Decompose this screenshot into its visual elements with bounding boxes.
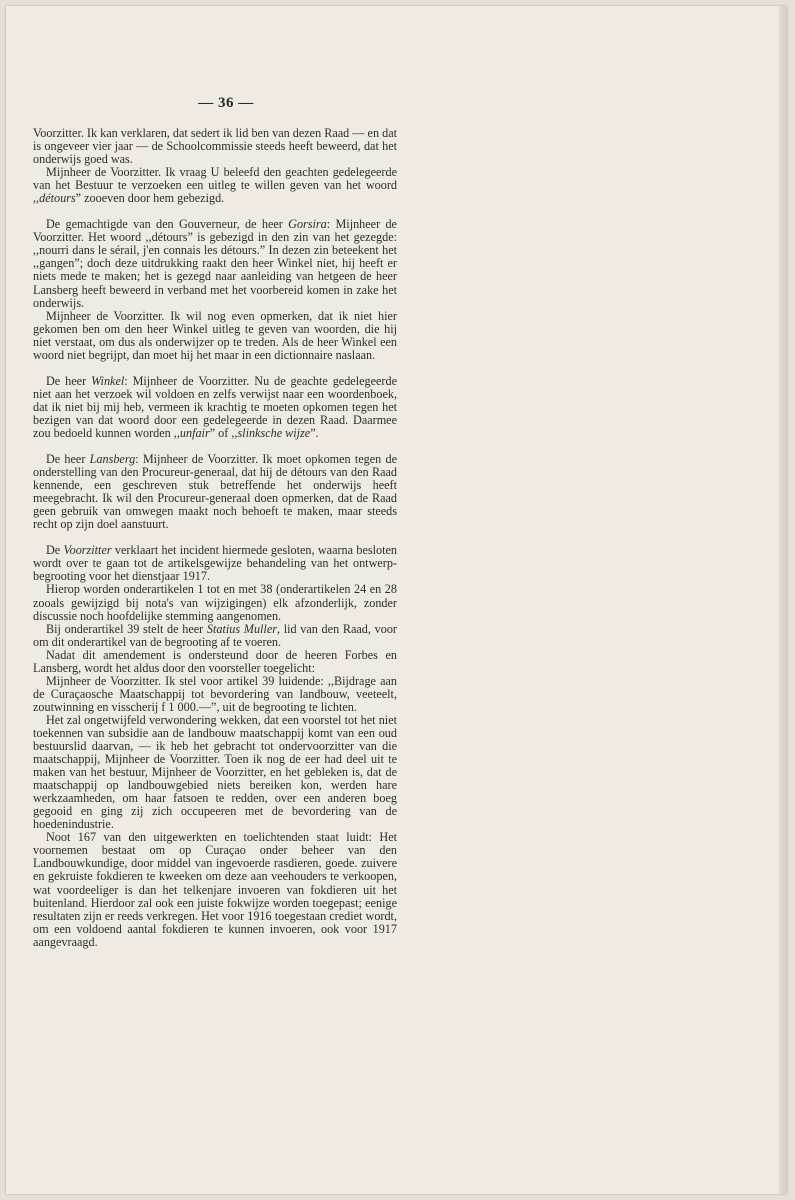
page-number: — 36 — <box>198 95 254 111</box>
italic-name: Winkel <box>91 373 125 388</box>
text-run: Mijnheer de Voorzitter. Ik wil nog even opmerken, dat ik niet hier gekomen ben om den heer Winkel uitleg te geven van woorden, die hij niet verstaat, om dus als onderwijzer op te treden. Als de heer Winkel een woord niet begrijpt, dan moet hij het maar in een dictionnaire naslaan. <box>33 308 397 362</box>
text-run: verklaart het incident hiermede gesloten, waarna besloten wordt over te gaan tot de artikelsgewijze behandeling van het ontwerp-begrooting voor het dienstjaar 1917. <box>33 543 397 584</box>
text-run: Mijnheer de Voorzitter. Ik vraag U beleefd den geachten gedelegeerde van het Bestuur te verzoeken een uitleg te willen geven van het woord ,, <box>33 165 397 206</box>
italic-name: unfair <box>179 425 210 440</box>
document-page <box>6 6 787 1194</box>
text-run: Nadat dit amendement is ondersteund door de heeren Forbes en Lansberg, wordt het aldus door den voorsteller toegelicht: <box>33 647 397 675</box>
text-run: De gemachtigde van den Gouverneur, de heer <box>46 217 289 232</box>
text-run: Het zal ongetwijfeld verwondering wekken, dat een voorstel tot het niet toekennen van subsidie aan de landbouw maatschappij komt van een oud bestuurslid daarvan, — ik heb het gebracht tot ondervoorzitter van die maatschappij, Mijnheer de Voorzitter. Toen ik nog de eer had deel uit te maken van het bestuur, Mijnheer de Voorzitter, en het gebleken is, dat de maatschappij op landbouwgebied niets bereiken kon, werden hare werkzaamheden, om haar fatsoen te redden, over een anderen boeg gegooid en ging zij zich occupeeren met de bevordering van de hoedenindustrie. <box>33 712 397 832</box>
paragraph-p3 <box>33 218 397 309</box>
paragraph-p10 <box>33 649 397 675</box>
text-run: ” of ,, <box>209 425 238 440</box>
text-run: ”. <box>310 425 319 440</box>
text-run: : Mijnheer de Voorzitter. Nu de geachte gedelegeerde niet aan het verzoek wil voldoen en zelfs verwijst naar een woordenboek, dat ik niet bij mij heb, vermeen ik krachtig te moeten opkomen tegen het bezigen van dat woord door een gedelegeerde in dezen Raad. Daarmee zou bedoeld kunnen worden ,, <box>33 373 397 440</box>
italic-name: détours <box>39 191 76 206</box>
paragraph-p4 <box>33 310 397 362</box>
paragraph-p8 <box>33 583 397 622</box>
paragraph-p2 <box>33 166 397 205</box>
italic-name: Gorsira <box>288 217 327 232</box>
text-run: : Mijnheer de Voorzitter. Het woord ,,détours” is gebezigd in den zin van het gezegde: ,,nourri dans le sérail, j'en connais les détours.” In dezen zin beteekent het ,,gangen”; doch deze uitdrukking raakt den heer Winkel niet, hij heeft er niets mede te maken; het is gezegd naar aanleiding van hetgeen de heer Lansberg heeft beweerd in verband met het voorbereid komen in zake het onderwijs. <box>33 217 397 310</box>
text-run: De heer <box>46 452 90 467</box>
page-edge-shadow <box>779 6 787 1194</box>
italic-name: slinksche wijze <box>237 425 311 440</box>
text-run: Hierop worden onderartikelen 1 tot en met 38 (onderartikelen 24 en 28 zooals gewijzigd bij nota's van wijzigingen) elk afzonderlijk, zonder discussie noch hoofdelijke stemming aangenomen. <box>33 582 397 623</box>
italic-name: Voorzitter <box>63 543 112 558</box>
text-run: De heer <box>46 373 92 388</box>
paragraph-p7 <box>33 544 397 583</box>
paragraph-p6 <box>33 453 397 531</box>
text-run: ” zooeven door hem gebezigd. <box>75 191 225 206</box>
text-run: , lid van den Raad, voor om dit onderartikel van de begrooting af te voeren. <box>33 621 397 649</box>
text-run: Voorzitter. Ik kan verklaren, dat sedert ik lid ben van dezen Raad — en dat is ongeveer vier jaar — de Schoolcommissie steeds heeft beweerd, dat het onderwijs goed was. <box>33 126 397 167</box>
italic-name: Statius Muller <box>206 621 277 636</box>
paragraph-p5 <box>33 375 397 440</box>
text-run: Bij onderartikel 39 stelt de heer <box>46 621 207 636</box>
text-run: Mijnheer de Voorzitter. Ik stel voor artikel 39 luidende: ,,Bijdrage aan de Curaçaosche Maatschappij tot bevordering van landbouw, veeteelt, zoutwinning en visscherij f 1 000.—”, uit de begrooting te lichten. <box>33 673 397 714</box>
paragraph-p1 <box>33 127 397 166</box>
text-run: : Mijnheer de Voorzitter. Ik moet opkomen tegen de onderstelling van den Procureur-generaal, dat hij de détours van den Raad kennende, een geschreven stuk betreffende het onderwijs heeft meegebracht. Ik wil den Procureur-generaal doen opmerken, dat de Raad geen gebruik van omwegen maakt noch behoeft te maken, maar steeds recht op zijn doel aanstuurt. <box>33 452 397 532</box>
text-run: Noot 167 van den uitgewerkten en toelichtenden staat luidt: Het voornemen bestaat om op Curaçao onder beheer van den Landbouwkundige, door middel van ingevoerde rasdieren, goede. zuivere en gekruiste fokdieren te kweeken om deze aan veehouders te verkoopen, wat voordeeliger is dan het telkenjare invoeren van fokdieren uit het buitenland. Hierdoor zal ook een juiste fokwijze worden toegepast; eenige resultaten zijn er reeds verkregen. Het voor 1916 toegestaan crediet wordt, om een voldoend aantal fokdieren te kunnen invoeren, ook voor 1917 aangevraagd. <box>33 830 397 949</box>
paragraph-p13 <box>33 831 397 948</box>
paragraph-p12 <box>33 714 397 831</box>
paragraph-p9 <box>33 623 397 649</box>
text-run: De <box>46 543 64 558</box>
paragraph-p11 <box>33 675 397 714</box>
body-text-column <box>33 127 397 949</box>
italic-name: Lansberg <box>89 452 136 467</box>
